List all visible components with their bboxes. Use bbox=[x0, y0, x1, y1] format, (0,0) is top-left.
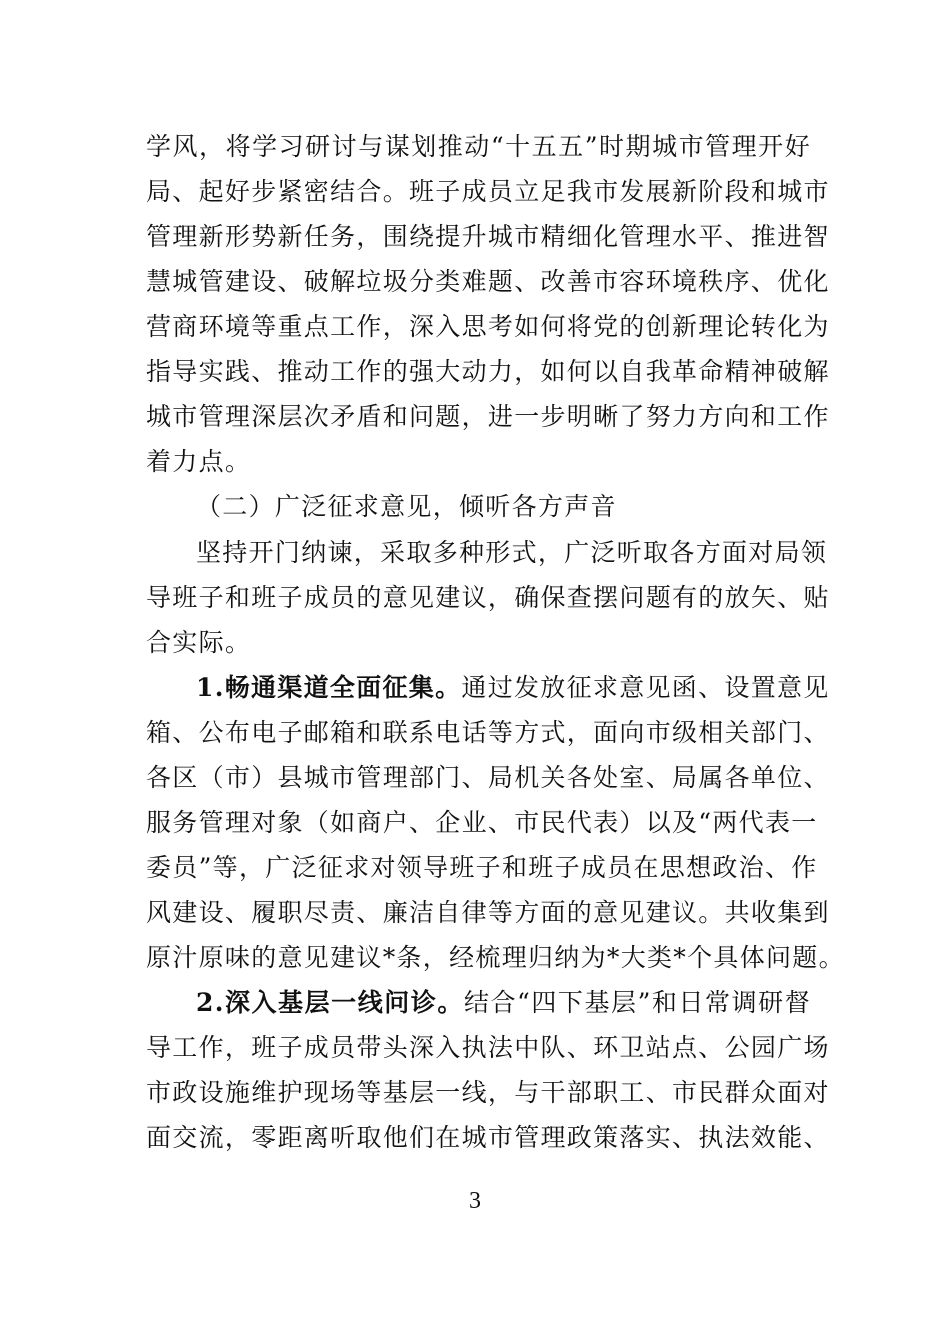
paragraph-line: 管理新形势新任务，围绕提升城市精细化管理水平、推进智 bbox=[146, 222, 830, 251]
item-2-line: 面交流，零距离听取他们在城市管理政策落实、执法效能、 bbox=[146, 1123, 830, 1152]
intro-line: 合实际。 bbox=[146, 628, 252, 657]
intro-line: 导班子和班子成员的意见建议，确保查摆问题有的放矢、贴 bbox=[146, 583, 830, 612]
item-1-line: 委员”等，广泛征求对领导班子和班子成员在思想政治、作 bbox=[146, 853, 818, 882]
paragraph-line: 指导实践、推动工作的强大动力，如何以自我革命精神破解 bbox=[146, 357, 830, 386]
item-1-line: 风建设、履职尽责、廉洁自律等方面的意见建议。共收集到 bbox=[146, 898, 830, 927]
page-number: 3 bbox=[469, 1188, 481, 1214]
item-1-line: 服务管理对象（如商户、企业、市民代表）以及“两代表一 bbox=[146, 808, 818, 837]
item-1-line: 各区（市）县城市管理部门、局机关各处室、局属各单位、 bbox=[146, 763, 830, 792]
item-2-text: 结合“四下基层”和日常调研督 bbox=[463, 988, 811, 1017]
paragraph-line: 营商环境等重点工作，深入思考如何将党的创新理论转化为 bbox=[146, 312, 830, 341]
item-2-line: 导工作，班子成员带头深入执法中队、环卫站点、公园广场 bbox=[146, 1033, 830, 1062]
section-heading: （二）广泛征求意见，倾听各方声音 bbox=[196, 492, 617, 521]
item-2-first-line bbox=[196, 988, 811, 1018]
paragraph-line: 学风，将学习研讨与谋划推动“十五五”时期城市管理开好 bbox=[146, 132, 811, 161]
item-1-line: 原汁原味的意见建议*条，经梳理归纳为*大类*个具体问题。 bbox=[146, 943, 845, 972]
intro-line: 坚持开门纳谏，采取多种形式，广泛听取各方面对局领 bbox=[196, 538, 828, 567]
paragraph-line: 城市管理深层次矛盾和问题，进一步明晰了努力方向和工作 bbox=[146, 402, 830, 431]
item-2-line: 市政设施维护现场等基层一线，与干部职工、市民群众面对 bbox=[146, 1078, 830, 1107]
item-2-title: 2.深入基层一线问诊。 bbox=[196, 988, 464, 1017]
paragraph-line: 局、起好步紧密结合。班子成员立足我市发展新阶段和城市 bbox=[146, 177, 830, 206]
paragraph-line: 慧城管建设、破解垃圾分类难题、改善市容环境秩序、优化 bbox=[146, 267, 830, 296]
item-1-first-line bbox=[196, 673, 830, 703]
item-1-title: 1.畅通渠道全面征集。 bbox=[196, 673, 462, 702]
paragraph-line: 着力点。 bbox=[146, 447, 252, 476]
item-1-line: 箱、公布电子邮箱和联系电话等方式，面向市级相关部门、 bbox=[146, 718, 830, 747]
item-1-text: 通过发放征求意见函、设置意见 bbox=[461, 673, 830, 702]
